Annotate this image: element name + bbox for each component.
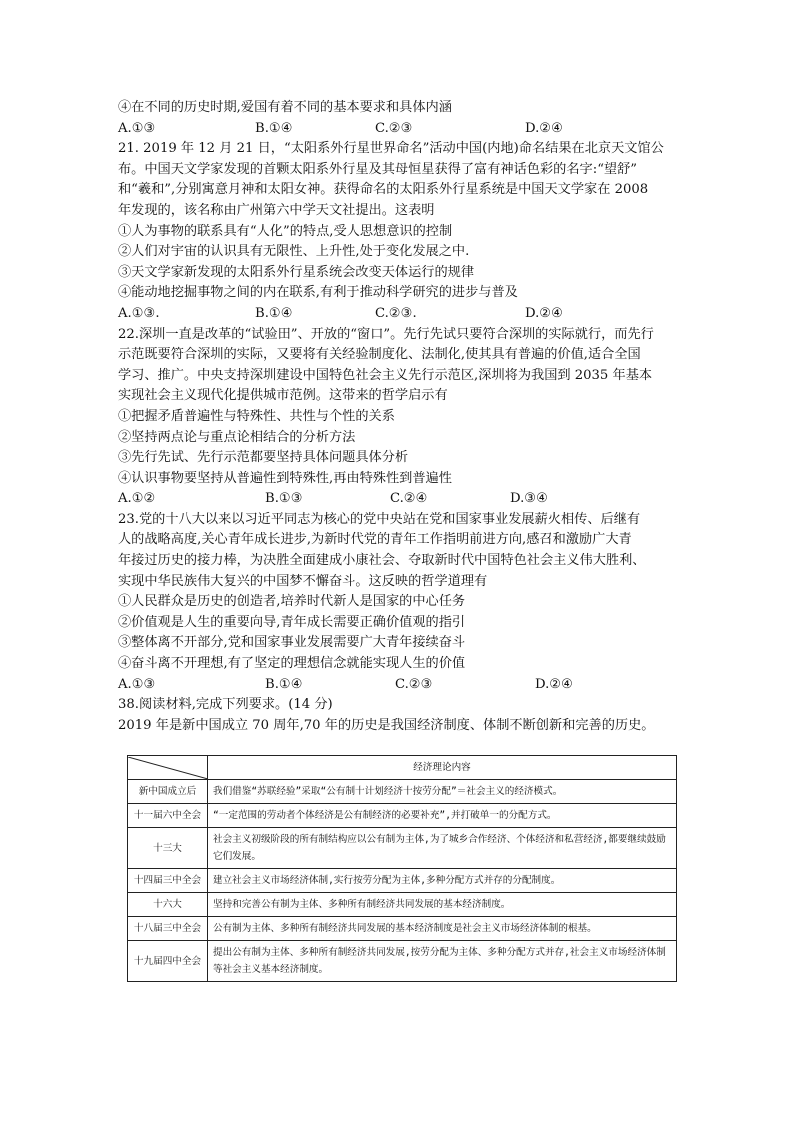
- table-row: [128, 869, 677, 893]
- content-cell: “一定范围的劳动者个体经济是公有制经济的必要补充”,并打破单一的分配方式。: [208, 804, 677, 828]
- q23-stem-line: 实现中华民族伟大复兴的中国梦不懈奋斗。这反映的哲学道理有: [118, 573, 488, 589]
- q21-item-1: ①人为事物的联系具有“人化”的特点,受人思想意识的控制: [118, 223, 453, 239]
- option-a: A.①③.: [118, 305, 160, 321]
- q23-options: [118, 675, 680, 696]
- q23-stem-line: 人的战略高度,关心青年成长进步,为新时代党的青年工作指明前进方向,感召和激励广大青: [118, 532, 632, 548]
- q22-options: [118, 489, 680, 510]
- option-b: B.①④: [255, 305, 293, 321]
- q23-item-3: ③整体离不开部分,党和国家事业发展需要广大青年接续奋斗: [118, 635, 466, 651]
- option-a: A.①③: [118, 676, 156, 692]
- option-d: D.②④: [535, 676, 573, 692]
- option-b: B.①④: [265, 676, 303, 692]
- option-c: C.②③: [395, 676, 433, 692]
- q22-item-2: ②坚持两点论与重点论相结合的分析方法: [118, 429, 356, 445]
- table-row: [128, 917, 677, 941]
- q22-stem-line: 学习、推广。中央支持深圳建设中国特色社会主义先行示范区,深圳将为我国到 2035 年基本: [118, 367, 653, 383]
- q22-stem-line: 实现社会主义现代化提供城市范例。这带来的哲学启示有: [118, 388, 448, 404]
- q21-options: [118, 304, 680, 325]
- q21-stem-line: 21. 2019 年 12 月 21 日，“太阳系外行星世界命名”活动中国(内地)命名结果在北京天文馆公: [118, 141, 664, 157]
- q38-intro: 2019 年是新中国成立 70 周年,70 年的历史是我国经济制度、体制不断创新和完善的历史。: [118, 717, 655, 733]
- period-cell: 十六大: [128, 893, 208, 917]
- option-c: C.②③.: [375, 305, 417, 321]
- q20-item-4: ④在不同的历史时期,爱国有着不同的基本要求和具体内涵: [118, 100, 452, 115]
- option-d: D.③④: [510, 491, 548, 507]
- option-b: B.①④: [255, 120, 293, 136]
- table-row: [128, 941, 677, 982]
- q22-item-3: ③先行先试、先行示范都要坚持具体问题具体分析: [118, 450, 409, 466]
- q23-item-2: ②价值观是人生的重要向导,青年成长需要正确价值观的指引: [118, 614, 466, 630]
- content-cell: 建立社会主义市场经济体制,实行按劳分配为主体,多种分配方式并存的分配制度。: [208, 869, 677, 893]
- q21-item-2: ②人们对宇宙的认识具有无限性、上升性,处于变化发展之中.: [118, 244, 470, 260]
- economic-theory-table: [127, 755, 677, 982]
- content-cell: 坚持和完善公有制为主体、多种所有制经济共同发展的基本经济制度。: [208, 893, 677, 917]
- economic-theory-table-wrapper: [127, 755, 677, 982]
- option-a: A.①③: [118, 120, 156, 136]
- option-b: B.①③: [265, 491, 303, 507]
- table-header: 经济理论内容: [208, 756, 677, 780]
- period-cell: 十八届三中全会: [128, 917, 208, 941]
- option-d: D.②④: [525, 305, 563, 321]
- option-a: A.①②: [118, 491, 156, 507]
- content-cell: 我们借鉴“苏联经验”采取“公有制十计划经济十按劳分配”＝社会主义的经济模式。: [208, 780, 677, 804]
- q21-stem-line: 和“羲和”,分别寓意月神和太阳女神。获得命名的太阳系外行星系统是中国天文学家在 2008: [118, 182, 649, 198]
- diagonal-line: [128, 757, 208, 779]
- option-c: C.②③: [375, 120, 413, 136]
- table-row: [128, 828, 677, 869]
- q21-stem-line: 年发现的，该名称由广州第六中学天文社提出。这表明: [118, 202, 435, 218]
- option-c: C.②④: [390, 491, 428, 507]
- table-row: [128, 780, 677, 804]
- q21-item-3: ③天文学家新发现的太阳系外行星系统会改变天体运行的规律: [118, 264, 475, 280]
- content-cell: 社会主义初级阶段的所有制结构应以公有制为主体,为了城乡合作经济、个体经济和私营经济,都要继续鼓励它们发展。: [208, 828, 677, 869]
- exam-page: [118, 98, 680, 736]
- period-cell: 十九届四中全会: [128, 941, 208, 982]
- period-cell: 新中国成立后: [128, 780, 208, 804]
- q20-options: [118, 119, 680, 140]
- q22-stem-line: 22.深圳一直是改革的“试验田”、开放的“窗口”。先行先试只要符合深圳的实际就行，而先行: [118, 326, 654, 342]
- q38-title: 38.阅读材料,完成下列要求。(14 分): [118, 697, 333, 713]
- period-cell: 十一届六中全会: [128, 804, 208, 828]
- content-cell: 提出公有制为主体、多种所有制经济共同发展,按劳分配为主体、多种分配方式并存,社会主义市场经济体制等社会主义基本经济制度。: [208, 941, 677, 982]
- q23-item-4: ④奋斗离不开理想,有了坚定的理想信念就能实现人生的价值: [118, 656, 466, 672]
- option-d: D.②④: [525, 120, 563, 136]
- content-cell: 公有制为主体、多种所有制经济共同发展的基本经济制度是社会主义市场经济体制的根基。: [208, 917, 677, 941]
- q21-stem-line: 布。中国天文学家发现的首颗太阳系外行星及其母恒星获得了富有神话色彩的名字:“望舒”: [118, 161, 638, 177]
- q22-stem-line: 示范既要符合深圳的实际，又要将有关经验制度化、法制化,使其具有普遍的价值,适合全国: [118, 347, 641, 363]
- table-row: [128, 804, 677, 828]
- table-row: [128, 893, 677, 917]
- q22-item-1: ①把握矛盾普遍性与特殊性、共性与个性的关系: [118, 408, 395, 424]
- q23-stem-line: 23.党的十八大以来以习近平同志为核心的党中央站在党和国家事业发展薪火相传、后继有: [118, 511, 641, 527]
- period-cell: 十四届三中全会: [128, 869, 208, 893]
- period-cell: 十三大: [128, 828, 208, 869]
- diagonal-header-cell: [128, 756, 208, 780]
- q21-item-4: ④能动地挖掘事物之间的内在联系,有利于推动科学研究的进步与普及: [118, 285, 518, 301]
- q23-stem-line: 年接过历史的接力棒，为决胜全面建成小康社会、夺取新时代中国特色社会主义伟大胜利、: [118, 553, 646, 569]
- q23-item-1: ①人民群众是历史的创造者,培养时代新人是国家的中心任务: [118, 594, 466, 610]
- q22-item-4: ④认识事物要坚持从普遍性到特殊性,再由特殊性到普遍性: [118, 470, 452, 486]
- table-header-row: [128, 756, 677, 780]
